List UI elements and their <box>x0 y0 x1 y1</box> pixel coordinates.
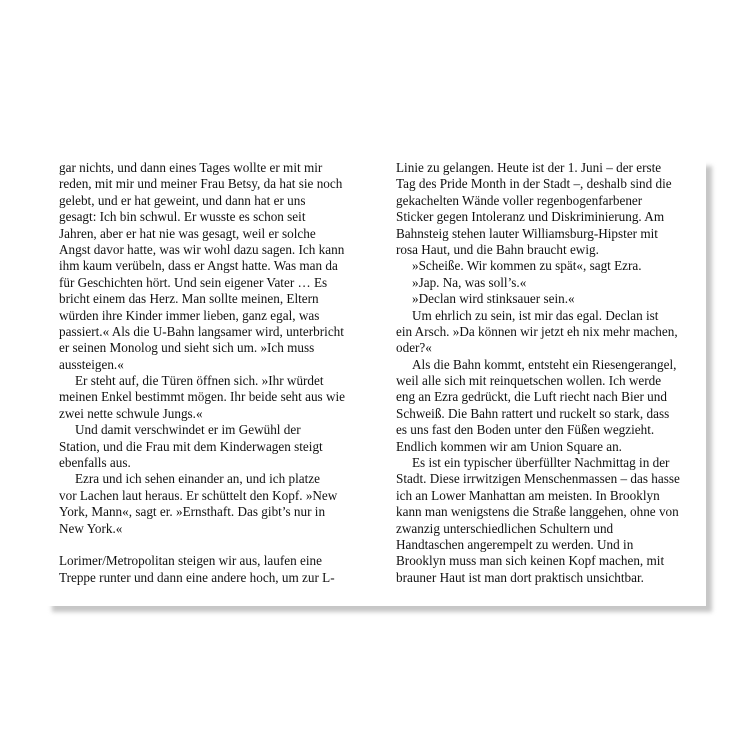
text-line: gesagt: Ich bin schwul. Er wusste es schon seit <box>59 209 306 225</box>
paragraph-start: Als die Bahn kommt, entsteht ein Riesengerangel, <box>412 356 677 372</box>
paragraph-start: Er steht auf, die Türen öffnen sich. »Ihr würdet <box>75 373 324 389</box>
paragraph-start: Um ehrlich zu sein, ist mir das egal. Declan ist <box>412 307 659 323</box>
text-line: ihm kaum verübeln, dass er Angst hatte. Was man da <box>59 258 338 274</box>
paragraph-start: Und damit verschwindet er im Gewühl der <box>75 422 301 438</box>
text-line: aussteigen.« <box>59 356 124 372</box>
text-line: Bahnsteig stehen lauter Williamsburg-Hipster mit <box>396 225 658 241</box>
text-line: für Geschichten hört. Und sein eigener Vater … Es <box>59 274 328 290</box>
paragraph-start: »Declan wird stinksauer sein.« <box>412 291 575 307</box>
text-line: Station, und die Frau mit dem Kinderwagen steigt <box>59 438 323 454</box>
text-line: Treppe runter und dann eine andere hoch, um zur L- <box>59 569 335 585</box>
text-line: New York.« <box>59 520 123 536</box>
text-line: Brooklyn muss man sich keinen Kopf machen, mit <box>396 553 665 569</box>
text-line: Linie zu gelangen. Heute ist der 1. Juni – der erste <box>396 160 662 175</box>
text-line: passiert.« Als die U-Bahn langsamer wird, unterbricht <box>59 323 344 339</box>
text-line: zwei nette schwule Jungs.« <box>59 405 203 421</box>
text-line: würden ihre Kinder immer lieben, ganz egal, was <box>59 307 320 323</box>
text-line: kann man wenigstens die Straße langgehen, ohne von <box>396 504 679 520</box>
text-line: ein Arsch. »Da können wir jetzt eh nix mehr machen, <box>396 323 678 339</box>
text-line: Schweiß. Die Bahn rattert und ruckelt so stark, dass <box>396 405 670 421</box>
right-page <box>396 160 696 586</box>
text-line: oder?« <box>396 340 432 356</box>
text-line: es uns fast den Boden unter den Füßen wegzieht. <box>396 422 655 438</box>
text-line: ich an Lower Manhattan am meisten. In Brooklyn <box>396 487 660 503</box>
text-line: rosa Haut, und die Bahn braucht ewig. <box>396 241 599 257</box>
left-page <box>59 160 359 586</box>
text-line: bricht einem das Herz. Man sollte meinen, Eltern <box>59 291 319 307</box>
text-line: weil alle sich mit reinquetschen wollen. Ich werde <box>396 373 662 389</box>
text-line: Endlich kommen wir am Union Square an. <box>396 438 622 454</box>
text-line: gar nichts, und dann eines Tages wollte er mit mir <box>59 160 323 175</box>
text-line: gekachelten Wände voller regenbogenfarbener <box>396 192 643 208</box>
text-line: vor Lachen laut heraus. Er schüttelt den Kopf. »New <box>59 487 338 503</box>
text-line: York, Mann«, sagt er. »Ernsthaft. Das gibt’s nur in <box>59 504 326 520</box>
paragraph-start: »Scheiße. Wir kommen zu spät«, sagt Ezra. <box>412 258 642 274</box>
paragraph-start: Es ist ein typischer überfüllter Nachmittag in der <box>412 455 670 471</box>
text-line: brauner Haut ist man dort praktisch unsichtbar. <box>396 569 644 585</box>
text-line: eng an Ezra gedrückt, die Luft riecht nach Bier und <box>396 389 667 405</box>
section-break <box>59 537 359 553</box>
text-line: Tag des Pride Month in der Stadt –, deshalb sind die <box>396 176 672 192</box>
text-line: Sticker gegen Intoleranz und Diskriminierung. Am <box>396 209 665 225</box>
text-line: Lorimer/Metropolitan steigen wir aus, laufen eine <box>59 553 322 569</box>
text-line: meinen Enkel bestimmt mögen. Ihr beide seht aus wie <box>59 389 346 405</box>
text-line: zwanzig unterschiedlichen Schultern und <box>396 520 614 536</box>
text-line: Stadt. Diese irrwitzigen Menschenmassen – das hasse <box>396 471 680 487</box>
text-line: er seinen Monolog und sieht sich um. »Ich muss <box>59 340 315 356</box>
book-spread <box>46 160 706 606</box>
text-line: gelebt, und er hat geweint, und dann hat er uns <box>59 192 306 208</box>
paragraph-start: »Jap. Na, was soll’s.« <box>412 274 527 290</box>
text-line: Angst davor hatte, was wir wohl dazu sagen. Ich kann <box>59 241 345 257</box>
text-line: ebenfalls aus. <box>59 455 131 471</box>
paragraph-start: Ezra und ich sehen einander an, und ich platze <box>75 471 320 487</box>
text-line: reden, mit mir und meiner Frau Betsy, da hat sie noch <box>59 176 343 192</box>
text-line: Handtaschen angerempelt zu werden. Und in <box>396 536 634 552</box>
text-line: Jahren, aber er hat nie was gesagt, weil er solche <box>59 225 316 241</box>
